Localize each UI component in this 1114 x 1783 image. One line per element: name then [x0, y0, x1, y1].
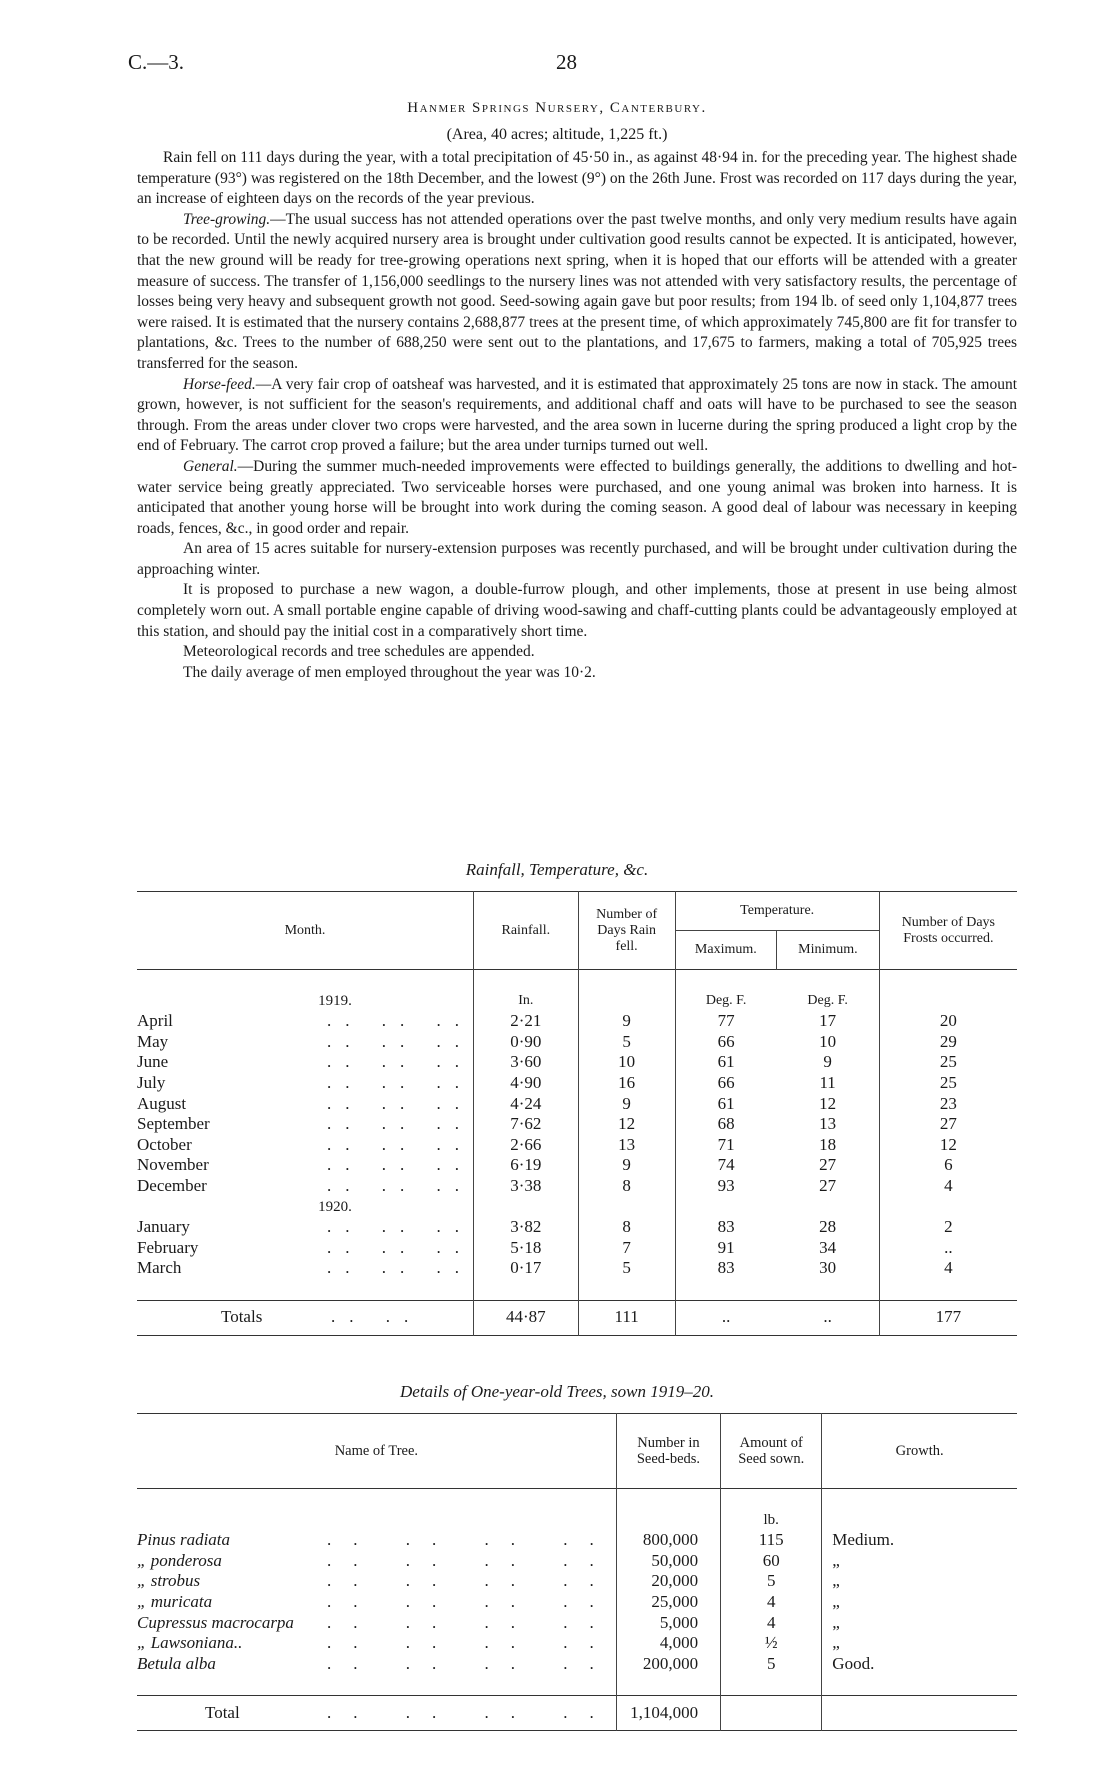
- max-temp-cell: 91: [675, 1238, 776, 1259]
- growth-cell: „: [822, 1592, 1017, 1613]
- heading-general: General.: [183, 457, 238, 475]
- seed-bed-count-cell: 5,000: [616, 1613, 720, 1634]
- frost-days-cell: 4: [879, 1258, 1017, 1279]
- frost-days-cell: 12: [879, 1135, 1017, 1156]
- max-temp-cell: 61: [675, 1052, 776, 1073]
- tree-name-cell: [137, 1530, 616, 1551]
- table-row: [137, 1011, 1017, 1032]
- seed-amount-cell: 5: [721, 1571, 822, 1592]
- max-temp-cell: 93: [675, 1176, 776, 1197]
- seed-amount-cell: 5: [721, 1654, 822, 1675]
- leader-dots: .. .. .. ..: [327, 1571, 616, 1591]
- min-temp-cell: 17: [819, 1011, 837, 1031]
- text-horse-feed: —A very fair crop of oatsheaf was harvested, and it is estimated that approximately 25 tons are now in stack. The amount grown, however, is not sufficient for the season's requirements, and additional chaff and oats will have to be purchased to see the season through. From the areas under clover two crops were harvested, and the area sown in lucerne during the spring produced a light crop by the end of February. The carrot crop proved a failure; but the area under turnips turned out well.: [137, 375, 1017, 455]
- month-name: February: [137, 1237, 199, 1257]
- month-cell: [137, 1217, 474, 1238]
- page-number: 28: [556, 50, 577, 74]
- seed-bed-count-cell: 200,000: [616, 1654, 720, 1675]
- month-cell: [137, 1176, 474, 1197]
- total-label: Total: [205, 1702, 240, 1722]
- growth-cell: „: [822, 1551, 1017, 1572]
- frost-days-cell: 4: [879, 1176, 1017, 1197]
- tree-name: „ strobus: [137, 1571, 201, 1591]
- header-temperature: Temperature.: [675, 892, 879, 931]
- table-row: [137, 1654, 1017, 1675]
- heading-horse-feed: Horse-feed.: [183, 375, 256, 393]
- paragraph-implements: It is proposed to purchase a new wagon, a double-furrow plough, and other implements, those at present in use being almost completely worn out. A small portable engine capable of driving wood-sawing and chaff-cutting plants could be advantageously employed at this station, and should pay the initial cost in a comparatively short time.: [137, 581, 1017, 640]
- growth-cell: Medium.: [822, 1530, 1017, 1551]
- rain-cell-empty: [578, 1197, 675, 1218]
- month-name: June: [137, 1052, 169, 1072]
- table-row: [137, 1238, 1017, 1259]
- min-temp-cell: 27: [819, 1175, 837, 1195]
- seed-amount-cell: ½: [721, 1633, 822, 1654]
- max-temp-cell: 71: [675, 1135, 776, 1156]
- table-row: [137, 1633, 1017, 1654]
- tree-name: „ ponderosa: [137, 1550, 222, 1570]
- days-rain-cell: 9: [578, 1011, 675, 1032]
- month-name: October: [137, 1134, 192, 1154]
- rainfall-cell: 2·66: [474, 1135, 579, 1156]
- leader-dots: .. .. ..: [327, 1031, 473, 1051]
- max-temp-cell: 83: [675, 1217, 776, 1238]
- max-temp-cell: 68: [675, 1114, 776, 1135]
- seed-amount-cell: 115: [721, 1530, 822, 1551]
- frost-days-cell: 25: [879, 1052, 1017, 1073]
- month-name: August: [137, 1093, 187, 1113]
- leader-dots: .. .. .. ..: [327, 1530, 616, 1550]
- max-temp-cell: 61: [675, 1094, 776, 1115]
- leader-dots: .. .. .. ..: [327, 1550, 616, 1570]
- max-temp-cell: 66: [675, 1032, 776, 1053]
- header-frosts: Number of Days Frosts occurred.: [879, 892, 1017, 970]
- seed-bed-count-cell: 4,000: [616, 1633, 720, 1654]
- seed-amount-cell: 4: [721, 1613, 822, 1634]
- header-rainfall: Rainfall.: [474, 892, 579, 970]
- month-name: December: [137, 1175, 207, 1195]
- growth-cell: „: [822, 1633, 1017, 1654]
- month-name: July: [137, 1072, 166, 1092]
- paragraph-men-employed: The daily average of men employed throughout the year was 10·2.: [183, 663, 596, 681]
- table-row: [137, 1052, 1017, 1073]
- tree-name-cell: [137, 1613, 616, 1634]
- leader-dots: .. .. ..: [327, 1093, 473, 1113]
- total-seed-bed-count: 1,104,000: [616, 1695, 720, 1730]
- leader-dots: .. .. ..: [327, 1072, 473, 1092]
- days-rain-cell: 5: [578, 1032, 675, 1053]
- frost-days-cell: 23: [879, 1094, 1017, 1115]
- totals-label: Totals: [221, 1307, 263, 1327]
- year-1919: 1919.: [318, 992, 352, 1009]
- paragraph-tree-growing: [137, 210, 1017, 375]
- days-rain-cell: 9: [578, 1155, 675, 1176]
- header-month: Month.: [284, 922, 326, 938]
- rainfall-cell: 4·90: [474, 1073, 579, 1094]
- rainfall-table: [137, 891, 1017, 1336]
- month-cell: [137, 1258, 474, 1279]
- paragraph-records: Meteorological records and tree schedules are appended.: [183, 643, 535, 661]
- leader-dots: .. .. .. ..: [327, 1653, 616, 1673]
- tree-name: Pinus radiata: [137, 1530, 231, 1550]
- min-temp-cell: 9: [823, 1052, 832, 1072]
- frost-days-cell: 29: [879, 1032, 1017, 1053]
- total-days-rain: 111: [578, 1300, 675, 1335]
- leader-dots: .. .. ..: [327, 1134, 473, 1154]
- month-cell: [137, 1155, 474, 1176]
- month-cell: [137, 1114, 474, 1135]
- leader-dots: .. .. ..: [327, 1217, 473, 1237]
- total-label-cell: [137, 1695, 616, 1730]
- days-rain-cell: 8: [578, 1217, 675, 1238]
- table-row: [137, 1073, 1017, 1094]
- section-subtitle: (Area, 40 acres; altitude, 1,225 ft.): [446, 126, 668, 143]
- min-temp-cell: 11: [819, 1072, 836, 1092]
- rainfall-cell: 5·18: [474, 1238, 579, 1259]
- heading-tree-growing: Tree-growing.: [183, 210, 271, 228]
- leader-dots: .. .. ..: [327, 1114, 473, 1134]
- paragraph-extension: An area of 15 acres suitable for nursery-extension purposes was recently purchased, and will be brought under cultivation during the approaching winter.: [137, 540, 1017, 578]
- days-rain-cell: 16: [578, 1073, 675, 1094]
- min-temp-cell: 18: [819, 1134, 837, 1154]
- tree-name-cell: [137, 1571, 616, 1592]
- tree-name-cell: [137, 1592, 616, 1613]
- days-rain-cell: 8: [578, 1176, 675, 1197]
- total-rainfall: 44·87: [474, 1300, 579, 1335]
- header-maximum: Maximum.: [675, 931, 776, 970]
- min-temp-cell: 28: [819, 1217, 837, 1237]
- leader-dots: .. .. .. ..: [327, 1633, 616, 1653]
- growth-cell: „: [822, 1571, 1017, 1592]
- month-name: September: [137, 1114, 210, 1134]
- frost-days-cell: ..: [879, 1238, 1017, 1259]
- tree-name: „ Lawsoniana..: [137, 1633, 243, 1653]
- leader-dots: .. ..: [331, 1307, 423, 1327]
- rainfall-cell: 2·21: [474, 1011, 579, 1032]
- month-cell: [137, 1238, 474, 1259]
- max-temp-cell: 83: [675, 1258, 776, 1279]
- max-temp-cell: 66: [675, 1073, 776, 1094]
- frost-days-cell: 6: [879, 1155, 1017, 1176]
- report-code: C.—3.: [128, 50, 185, 74]
- rainfall-cell: 0·90: [474, 1032, 579, 1053]
- trees-table: [137, 1413, 1017, 1731]
- header-minimum: Minimum.: [777, 931, 880, 970]
- table-row: [137, 1592, 1017, 1613]
- month-cell: [137, 1094, 474, 1115]
- month-name: April: [137, 1011, 173, 1031]
- frost-days-cell: 20: [879, 1011, 1017, 1032]
- header-tree-name: Name of Tree.: [334, 1443, 419, 1459]
- rain-cell-empty: [675, 1197, 776, 1218]
- total-empty: [721, 1695, 822, 1730]
- min-temp-cell: 27: [819, 1155, 837, 1175]
- paragraph-rainfall: Rain fell on 111 days during the year, with a total precipitation of 45·50 in., as against 48·94 in. for the preceding year. The highest shade temperature (93°) was registered on the 18th December, and the lowest (9°) on the 26th June. Frost was recorded on 117 days during the year, an increase of eighteen days on the records of the year previous.: [137, 149, 1017, 208]
- min-temp-cell: 10: [819, 1031, 837, 1051]
- month-name: January: [137, 1217, 190, 1237]
- header-number-seed-beds: Number in Seed-beds.: [616, 1414, 720, 1489]
- section-title: Hanmer Springs Nursery, Canterbury.: [407, 100, 707, 116]
- rainfall-table-caption: Rainfall, Temperature, &c.: [465, 860, 649, 879]
- leader-dots: .. .. .. ..: [327, 1591, 616, 1611]
- days-rain-cell: 5: [578, 1258, 675, 1279]
- leader-dots: .. .. ..: [327, 1052, 473, 1072]
- min-temp-cell: 30: [819, 1258, 837, 1278]
- seed-amount-cell: 60: [721, 1551, 822, 1572]
- unit-max: Deg. F.: [675, 991, 776, 1012]
- month-cell: [137, 1011, 474, 1032]
- month-cell: [137, 1073, 474, 1094]
- text-general: —During the summer much-needed improvements were effected to buildings generally, the additions to dwelling and hot-water service being greatly appreciated. Two serviceable horses were purchased, and one young animal was broken into harness. It is anticipated that another young horse will be brought into work during the coming season. A good deal of labour was necessary in keeping roads, fences, &c., in good order and repair.: [137, 457, 1017, 537]
- table-row: [137, 1094, 1017, 1115]
- rainfall-cell: 3·60: [474, 1052, 579, 1073]
- days-rain-cell: 7: [578, 1238, 675, 1259]
- header-growth: Growth.: [822, 1414, 1017, 1489]
- seed-bed-count-cell: 50,000: [616, 1551, 720, 1572]
- min-temp-cell: 12: [819, 1093, 837, 1113]
- table-row: [137, 1114, 1017, 1135]
- max-temp-cell: 74: [675, 1155, 776, 1176]
- totals-label-cell: [137, 1300, 474, 1335]
- growth-cell: „: [822, 1613, 1017, 1634]
- unit-lb: lb.: [721, 1510, 822, 1531]
- tree-name: Betula alba: [137, 1653, 216, 1673]
- leader-dots: .. .. .. ..: [327, 1702, 616, 1722]
- seed-amount-cell: 4: [721, 1592, 822, 1613]
- leader-dots: .. .. ..: [327, 1175, 473, 1195]
- year-1920: 1920.: [318, 1198, 352, 1215]
- min-temp-cell: 13: [819, 1114, 837, 1134]
- days-rain-cell: 12: [578, 1114, 675, 1135]
- rain-cell-empty: [777, 1197, 880, 1218]
- rain-cell-empty: [879, 1197, 1017, 1218]
- paragraph-general: [137, 457, 1017, 539]
- leader-dots: .. .. ..: [327, 1011, 473, 1031]
- leader-dots: .. .. .. ..: [327, 1612, 616, 1632]
- total-min: ..: [823, 1307, 832, 1327]
- table-row: [137, 1217, 1017, 1238]
- header-days-rain: Number of Days Rain fell.: [578, 892, 675, 970]
- tree-name: „ muricata: [137, 1591, 213, 1611]
- tree-name-cell: [137, 1633, 616, 1654]
- growth-cell: Good.: [822, 1654, 1017, 1675]
- report-body: [137, 148, 1017, 683]
- rainfall-cell: 7·62: [474, 1114, 579, 1135]
- header-amount-seed: Amount of Seed sown.: [721, 1414, 822, 1489]
- table-row: [137, 1032, 1017, 1053]
- tree-name-cell: [137, 1551, 616, 1572]
- table-row: [137, 1155, 1017, 1176]
- days-rain-cell: 9: [578, 1094, 675, 1115]
- leader-dots: .. .. ..: [327, 1155, 473, 1175]
- frost-days-cell: 25: [879, 1073, 1017, 1094]
- frost-days-cell: 27: [879, 1114, 1017, 1135]
- table-row: [137, 1176, 1017, 1197]
- leader-dots: .. .. ..: [327, 1237, 473, 1257]
- total-frost-days: 177: [879, 1300, 1017, 1335]
- days-rain-cell: 10: [578, 1052, 675, 1073]
- paragraph-horse-feed: [137, 375, 1017, 457]
- trees-table-caption: Details of One-year-old Trees, sown 1919–20.: [400, 1382, 714, 1401]
- text-tree-growing: —The usual success has not attended operations over the past twelve months, and only very medium results have again to be recorded. Until the newly acquired nursery area is brought under cultivation good results cannot be expected. It is anticipated, however, that the new ground will be ready for tree-growing operations next spring, when it is hoped that our efforts will be attended with a greater measure of success. The transfer of 1,156,000 seedlings to the nursery lines was not attended with very satisfactory results, the percentage of losses being very heavy and subsequent growth not good. Seed-sowing again gave but poor results; from 194 lb. of seed only 1,104,877 trees were raised. It is estimated that the nursery contains 2,688,877 trees at the present time, of which approximately 745,800 are fit for transfer to plantations, &c. Trees to the number of 688,250 were sent out to the plantations, and 17,675 to farmers, making a total of 705,925 trees transferred for the season.: [137, 210, 1017, 372]
- month-name: May: [137, 1031, 169, 1051]
- month-cell: [137, 1135, 474, 1156]
- seed-bed-count-cell: 800,000: [616, 1530, 720, 1551]
- days-rain-cell: 13: [578, 1135, 675, 1156]
- table-row: [137, 1135, 1017, 1156]
- table-row: [137, 1571, 1017, 1592]
- month-cell: [137, 1032, 474, 1053]
- unit-rainfall: In.: [474, 991, 579, 1012]
- table-row: [137, 1258, 1017, 1279]
- seed-bed-count-cell: 25,000: [616, 1592, 720, 1613]
- rainfall-cell: 3·82: [474, 1217, 579, 1238]
- totals-row: [137, 1300, 1017, 1335]
- total-empty: [822, 1695, 1017, 1730]
- table-row: [137, 1530, 1017, 1551]
- rainfall-cell: 6·19: [474, 1155, 579, 1176]
- month-name: November: [137, 1155, 209, 1175]
- min-temp-cell: 34: [819, 1237, 837, 1257]
- rainfall-cell: 4·24: [474, 1094, 579, 1115]
- seed-bed-count-cell: 20,000: [616, 1571, 720, 1592]
- month-cell: [137, 1052, 474, 1073]
- rainfall-cell: 0·17: [474, 1258, 579, 1279]
- rain-cell-empty: [474, 1197, 579, 1218]
- max-temp-cell: 77: [675, 1011, 776, 1032]
- month-name: March: [137, 1258, 182, 1278]
- table-row: [137, 1551, 1017, 1572]
- unit-min: Deg. F.: [807, 992, 848, 1008]
- rainfall-cell: 3·38: [474, 1176, 579, 1197]
- tree-name-cell: [137, 1654, 616, 1675]
- table-row: [137, 1613, 1017, 1634]
- leader-dots: .. .. ..: [327, 1258, 473, 1278]
- tree-name: Cupressus macrocarpa: [137, 1612, 294, 1632]
- frost-days-cell: 2: [879, 1217, 1017, 1238]
- total-max: ..: [675, 1300, 776, 1335]
- total-row: [137, 1695, 1017, 1730]
